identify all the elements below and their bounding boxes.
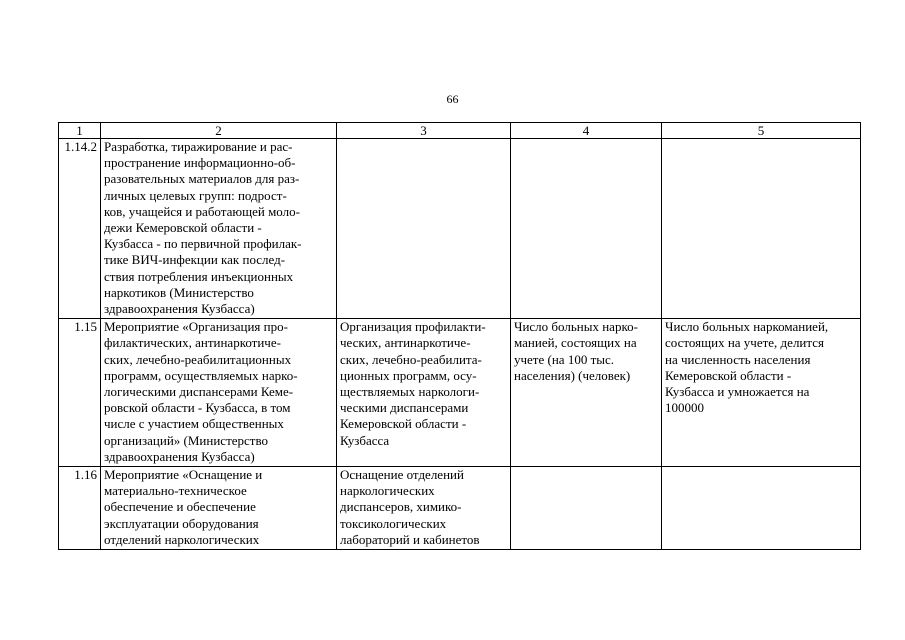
cell-line: диспансеров, химико-: [340, 499, 462, 515]
page-number: 66: [446, 92, 459, 106]
cell-line: ционных программ, осу-: [340, 367, 477, 383]
cell-line: Кузбасса и умножается на: [665, 384, 810, 400]
cell-line: на численность населения: [665, 351, 811, 367]
cell-line: обеспечение и обеспечение: [104, 499, 256, 515]
header-row: [59, 123, 861, 139]
cell-line: ствия потребления инъекционных: [104, 268, 294, 284]
cell-col5: [662, 319, 861, 467]
cell-line: населения) (человек): [514, 367, 631, 383]
cell-line: манией, состоящих на: [514, 335, 637, 351]
cell-line: Организация профилакти-: [340, 319, 486, 335]
cell-line: лабораторий и кабинетов: [340, 531, 480, 547]
cell-line: личных целевых групп: подрост-: [104, 187, 287, 203]
cell-col2: [101, 467, 337, 550]
cell-line: наркологических: [340, 483, 435, 499]
cell-col3: [337, 319, 511, 467]
table-row: [59, 319, 861, 467]
cell-line: филактических, антинаркотиче-: [104, 335, 281, 351]
cell-line: 100000: [665, 400, 704, 416]
cell-line: Число больных нарко-: [514, 319, 638, 335]
cell-line: ческих, антинаркотиче-: [340, 335, 471, 351]
cell-line: числе с участием общественных: [104, 416, 284, 432]
table-row: [59, 467, 861, 550]
cell-line: токсикологических: [340, 515, 447, 531]
row-number: 1.15: [59, 319, 101, 467]
cell-line: здравоохранения Кузбасса): [104, 301, 255, 317]
cell-col5: [662, 467, 861, 550]
cell-col3: [337, 139, 511, 319]
cell-col2: [101, 139, 337, 319]
cell-line: Кузбасса: [340, 432, 390, 448]
header-cell-1: 1: [59, 123, 101, 139]
cell-col4: [511, 139, 662, 319]
cell-line: эксплуатации оборудования: [104, 515, 259, 531]
cell-col2: [101, 319, 337, 467]
cell-line: Кемеровской области -: [340, 416, 467, 432]
header-cell-2: 2: [101, 123, 337, 139]
cell-line: логическими диспансерами Кеме-: [104, 384, 294, 400]
cell-col4: [511, 319, 662, 467]
cell-line: состоящих на учете, делится: [665, 335, 824, 351]
program-table: [58, 122, 861, 550]
cell-line: учете (на 100 тыс.: [514, 351, 615, 367]
cell-line: Кузбасса - по первичной профилак-: [104, 236, 302, 252]
cell-line: наркотиков (Министерство: [104, 284, 254, 300]
cell-line: Разработка, тиражирование и рас-: [104, 139, 293, 154]
cell-line: Число больных наркоманией,: [665, 319, 829, 335]
cell-col5: [662, 139, 861, 319]
cell-line: Мероприятие «Оснащение и: [104, 467, 263, 483]
cell-line: Кемеровской области -: [665, 367, 792, 383]
cell-line: Оснащение отделений: [340, 467, 464, 483]
table-row: [59, 139, 861, 319]
cell-line: пространение информационно-об-: [104, 155, 296, 171]
cell-line: ческими диспансерами: [340, 400, 469, 416]
cell-line: разовательных материалов для раз-: [104, 171, 300, 187]
cell-col3: [337, 467, 511, 550]
cell-line: ровской области - Кузбасса, в том: [104, 400, 291, 416]
cell-line: отделений наркологических: [104, 531, 260, 547]
cell-line: здравоохранения Кузбасса): [104, 448, 255, 464]
header-cell-4: 4: [511, 123, 662, 139]
row-number: 1.16: [59, 467, 101, 550]
row-number: 1.14.2: [59, 139, 101, 319]
header-cell-5: 5: [662, 123, 861, 139]
cell-line: Мероприятие «Организация про-: [104, 319, 288, 335]
cell-col4: [511, 467, 662, 550]
cell-line: дежи Кемеровской области -: [104, 220, 262, 236]
header-cell-3: 3: [337, 123, 511, 139]
cell-line: материально-техническое: [104, 483, 247, 499]
cell-line: организаций» (Министерство: [104, 432, 269, 448]
cell-line: ществляемых наркологи-: [340, 384, 480, 400]
cell-line: тике ВИЧ-инфекции как послед-: [104, 252, 286, 268]
cell-line: ских, лечебно-реабилитационных: [104, 351, 292, 367]
cell-line: ков, учащейся и работающей моло-: [104, 203, 300, 219]
cell-line: программ, осуществляемых нарко-: [104, 367, 298, 383]
cell-line: ских, лечебно-реабилита-: [340, 351, 482, 367]
